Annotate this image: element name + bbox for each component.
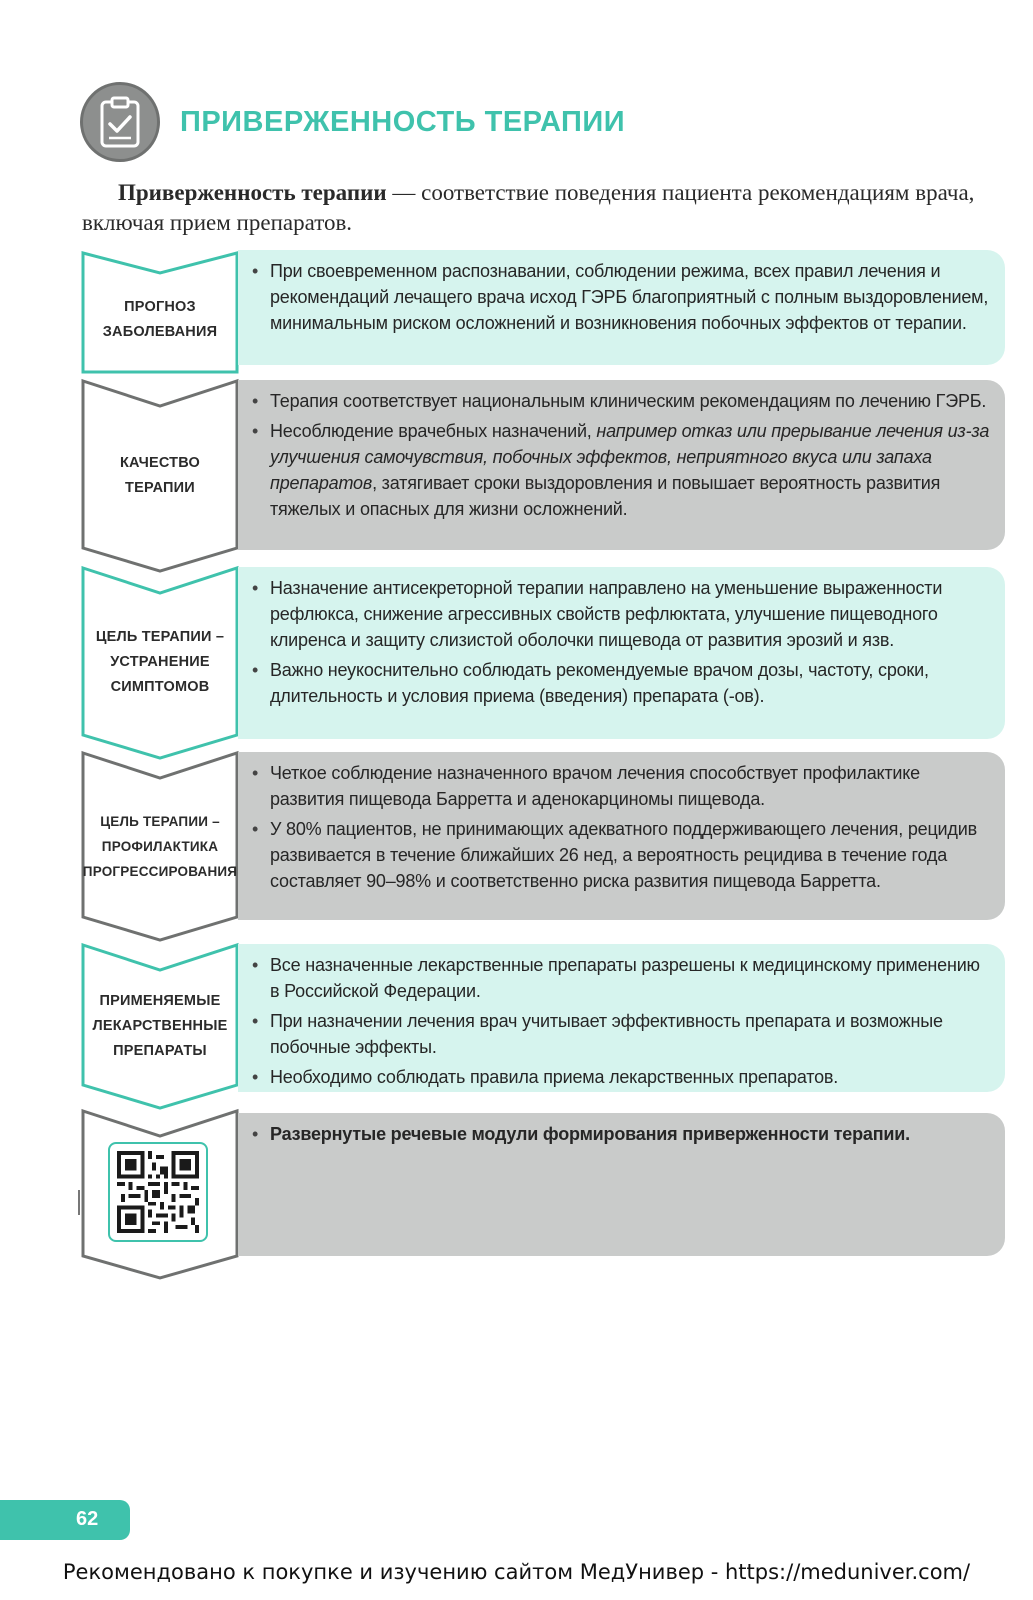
section-label: ПРИМЕНЯЕМЫЕ ЛЕКАРСТВЕННЫЕ ПРЕПАРАТЫ	[92, 992, 228, 1059]
bullet-item	[250, 760, 991, 812]
bullet-item	[250, 816, 991, 894]
margin-divider	[78, 1190, 80, 1215]
bullet-text: , затягивает сроки выздоровления и повышает вероятность развития тяжелых и опасных для жизни осложнений.	[270, 473, 941, 519]
page-title: ПРИВЕРЖЕННОСТЬ ТЕРАПИИ	[180, 105, 626, 138]
section-quality	[80, 378, 1005, 573]
bullet-list	[250, 258, 991, 336]
section-goal-prevention	[80, 750, 1005, 942]
bullet-item	[250, 657, 991, 709]
intro-term: Приверженность терапии	[118, 180, 387, 205]
qr-code-icon[interactable]	[108, 1142, 208, 1242]
bullet-item	[250, 418, 991, 522]
section-content	[238, 380, 1005, 550]
section-label: КАЧЕСТВО ТЕРАПИИ	[119, 454, 201, 496]
bullet-item	[250, 1064, 991, 1090]
section-label: ЦЕЛЬ ТЕРАПИИ – УСТРАНЕНИЕ СИМПТОМОВ	[95, 629, 225, 695]
bullet-item	[250, 952, 991, 1004]
section-label: ЦЕЛЬ ТЕРАПИИ – ПРОФИЛАКТИКА ПРОГРЕССИРОВАНИЯ	[82, 813, 238, 879]
bullet-text: Все назначенные лекарственные препараты разрешены к медицинскому применению в Российской Федерации.	[270, 955, 980, 1001]
bullet-item	[250, 258, 991, 336]
bullet-text: При своевременном распознавании, соблюдении режима, всех правил лечения и рекомендаций лечащего врача исход ГЭРБ благоприятный с полным выздоровлением, минимальным риском осложнений и возникновения побочных эффектов от терапии.	[270, 261, 989, 333]
section-goal-symptoms	[80, 565, 1005, 760]
section-drugs	[80, 942, 1005, 1110]
bullet-text: Развернутые речевые модули формирования приверженности терапии.	[270, 1124, 910, 1144]
bullet-text: Терапия соответствует национальным клиническим рекомендациям по лечению ГЭРБ.	[270, 391, 987, 411]
bullet-item	[250, 575, 991, 653]
bullet-text: Несоблюдение врачебных назначений,	[270, 421, 597, 441]
bullet-list	[250, 952, 991, 1090]
section-label-box	[80, 378, 240, 573]
bullet-list	[250, 760, 991, 894]
page-number-tab	[0, 1500, 130, 1540]
section-content	[238, 1113, 1005, 1256]
section-content	[238, 944, 1005, 1092]
bullet-item	[250, 1121, 991, 1147]
section-content	[238, 567, 1005, 739]
section-speech-modules	[80, 1108, 1005, 1280]
bullet-list	[250, 388, 991, 522]
page-number: 62	[76, 1508, 99, 1530]
bullet-text: например отказ или прерывание лечения из-за улучшения самочувствия, побочных эффектов, неприятного вкуса или запаха препаратов	[270, 421, 990, 493]
section-label: ПРОГНОЗ ЗАБОЛЕВАНИЯ	[102, 298, 218, 340]
bullet-text: Назначение антисекреторной терапии направлено на уменьшение выраженности рефлюкса, снижение агрессивных свойств рефлюктата, улучшение пищеводного клиренса и защиту слизистой оболочки пищевода от развития эрозий и язв.	[270, 578, 943, 650]
bullet-text: Важно неукоснительно соблюдать рекомендуемые врачом дозы, частоту, сроки, длительность и условия приема (введения) препарата (-ов).	[270, 660, 929, 706]
section-content	[238, 250, 1005, 365]
section-content	[238, 752, 1005, 920]
bullet-text: При назначении лечения врач учитывает эффективность препарата и возможные побочные эффекты.	[270, 1011, 943, 1057]
bullet-text: У 80% пациентов, не принимающих адекватного поддерживающего лечения, рецидив развивается в течение ближайших 26 нед, а вероятность рецидива в течение года составляет 90–98% и соответственно риска развития пищевода Барретта.	[270, 819, 977, 891]
intro-text: — соответствие поведения пациента рекомендациям врача, включая прием препаратов.	[82, 180, 975, 235]
section-prognosis	[80, 250, 1005, 375]
section-label-box	[80, 750, 240, 942]
bullet-text: Четкое соблюдение назначенного врачом лечения способствует профилактике развития пищевода Барретта и аденокарциномы пищевода.	[270, 763, 920, 809]
footer-note: Рекомендовано к покупке и изучению сайтом МедУнивер - https://meduniver.com/	[62, 1560, 971, 1584]
bullet-list	[250, 1121, 991, 1147]
section-label-box	[80, 942, 240, 1110]
bullet-list	[250, 575, 991, 709]
section-label-box	[80, 565, 240, 760]
bullet-text: Необходимо соблюдать правила приема лекарственных препаратов.	[270, 1067, 839, 1087]
section-label-box	[80, 250, 240, 375]
intro-definition	[82, 178, 1007, 238]
clipboard-check-icon	[80, 82, 160, 162]
bullet-item	[250, 1008, 991, 1060]
section-label-box	[80, 1108, 240, 1280]
bullet-item	[250, 388, 991, 414]
page-header	[80, 80, 625, 164]
